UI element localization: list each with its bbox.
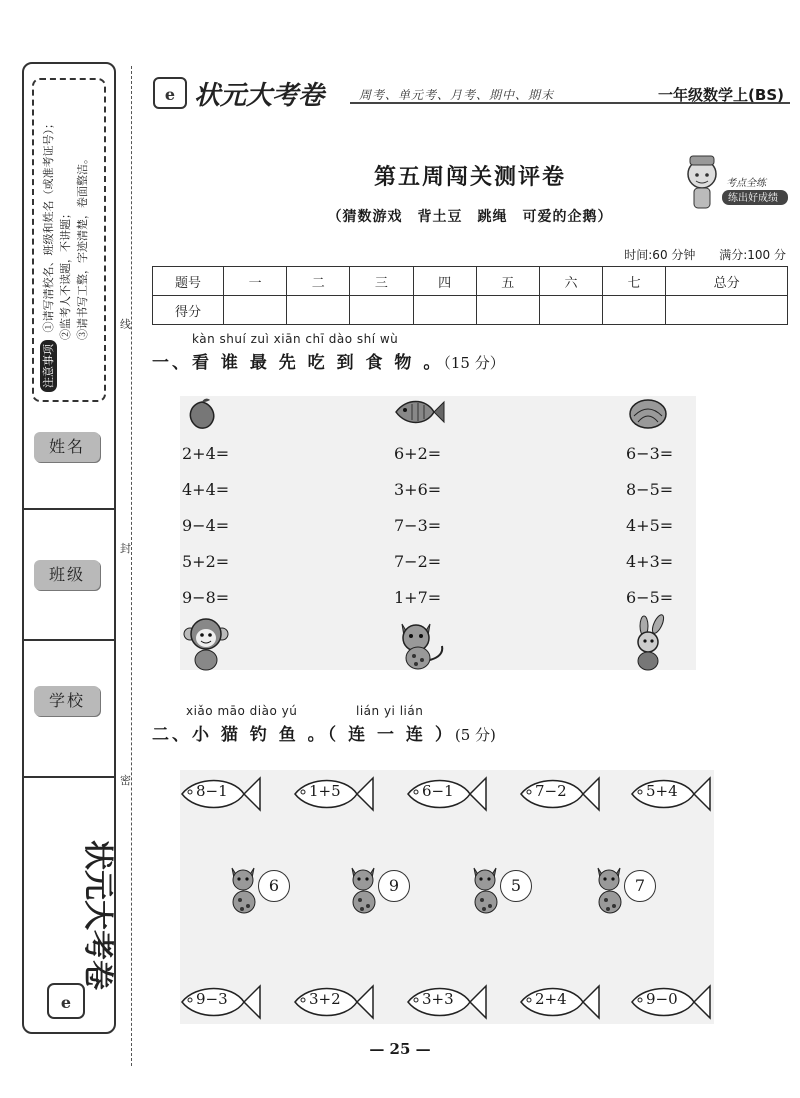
score-cell[interactable] [224,296,287,325]
section1-points: （15 分） [443,354,505,372]
fish-expression: 6−1 [422,782,454,800]
score-cell[interactable] [350,296,413,325]
class-label: 班级 [34,560,100,590]
cat-card[interactable] [348,862,418,916]
equation: 8−5= [626,480,674,499]
peach-icon [182,396,352,436]
fish-card[interactable] [180,980,264,1024]
section2-points: (5 分) [454,726,496,744]
equation: 2+4= [182,444,230,463]
score-cell[interactable] [413,296,476,325]
score-row-label: 得分 [153,296,224,325]
equation: 9−8= [182,588,230,607]
score-header-cell: 二 [287,267,350,296]
equation: 6+2= [394,444,442,463]
mascot-text-1: 考点全练 [726,178,766,189]
time-limit: 时间:60 分钟 [624,248,696,262]
equation: 4+3= [626,552,674,571]
fish-card[interactable] [519,980,603,1024]
score-header-cell: 七 [603,267,666,296]
fish-card[interactable] [630,772,714,816]
equation: 6−3= [626,444,674,463]
strip-divider [24,776,114,778]
score-header-cell: 总分 [666,267,788,296]
cat-card[interactable] [470,862,540,916]
notes-tag: 注意事项 [40,340,57,392]
fish-expression: 1+5 [309,782,341,800]
cut-mark: 密 [120,774,131,787]
fish-row-bottom [180,980,714,1024]
equation: 7−2= [394,552,442,571]
note-2: ②监考人不读题，不讲题； [59,208,72,340]
equation: 4+4= [182,480,230,499]
food-column [394,396,564,676]
cabbage-icon [626,396,796,436]
page-number: — 25 — [369,1040,431,1058]
fish-expression: 5+4 [646,782,678,800]
score-cell[interactable] [603,296,666,325]
fish-expression: 3+3 [422,990,454,1008]
cut-line [131,66,132,1066]
fish-expression: 9−3 [196,990,228,1008]
score-header-row [153,267,788,296]
equation: 4+5= [626,516,674,535]
cut-mark: 封 [120,542,131,555]
equation: 6−5= [626,588,674,607]
page-title: 第五周闯关测评卷 [373,164,566,190]
notes-text [34,80,104,400]
score-header-cell: 四 [413,267,476,296]
fish-expression: 8−1 [196,782,228,800]
strip-divider [24,639,114,641]
cat-number: 6 [258,870,290,902]
name-label: 姓名 [34,432,100,462]
fish-expression: 9−0 [646,990,678,1008]
mascot-icon [680,148,790,218]
fish-area [180,770,714,1024]
cat-card[interactable] [228,862,298,916]
header-logo [150,72,350,114]
fish-expression: 7−2 [535,782,567,800]
svg-text:e: e [60,993,72,1012]
score-header-cell: 三 [350,267,413,296]
equation: 7−3= [394,516,442,535]
full-score: 满分:100 分 [719,248,786,262]
note-3: ③请书写工整，字迹清楚，卷面整洁。 [76,153,89,340]
strip-logo-text: 状元大考卷 [80,840,115,990]
food-area [180,396,696,670]
equation: 1+7= [394,588,442,607]
cat-number: 5 [500,870,532,902]
section2-pinyin2: lián yi lián [356,704,424,718]
cut-mark: 线 [120,318,131,331]
score-cell[interactable] [539,296,602,325]
cat-card[interactable] [594,862,664,916]
fish-row-top [180,772,714,816]
cat-number: 7 [624,870,656,902]
score-header-cell: 一 [224,267,287,296]
equation: 3+6= [394,480,442,499]
score-table [152,266,788,325]
header-subtitle: 周考、单元考、月考、期中、期末 [359,88,555,102]
cat-number: 9 [378,870,410,902]
score-row [153,296,788,325]
fish-card[interactable] [293,772,377,816]
monkey-icon [182,616,352,676]
fish-card[interactable] [293,980,377,1024]
mascot-text-2: 练出好成绩 [728,193,778,204]
header-logo-text: 状元大考卷 [194,81,325,111]
fish-card[interactable] [519,772,603,816]
food-column [182,396,352,676]
fish-card[interactable] [406,980,490,1024]
score-header-cell: 六 [539,267,602,296]
cat-icon [394,616,564,676]
score-header-cell: 五 [476,267,539,296]
rabbit-icon [626,616,796,676]
fish-expression: 3+2 [309,990,341,1008]
strip-divider [24,508,114,510]
exam-meta [604,246,786,263]
fish-card[interactable] [406,772,490,816]
section1-pinyin: kàn shuí zuì xiān chī dào shí wù [192,332,399,346]
page-subtitle: （猜数游戏 背土豆 跳绳 可爱的企鹅） [327,209,613,225]
section2-pinyin: xiǎo māo diào yú [186,704,298,718]
fish-expression: 2+4 [535,990,567,1008]
section2-title: 二、小 猫 钓 鱼 。（ 连 一 连 ）(5 分) [152,725,496,745]
note-1: ①请写清校名、班级和姓名（或准考证号）； [42,118,55,333]
food-column [626,396,796,676]
score-cell[interactable] [287,296,350,325]
fish-card[interactable] [180,772,264,816]
header-grade: 一年级数学上(BS) [658,86,784,104]
strip-logo [30,834,115,1024]
svg-text:e: e [164,85,176,104]
equation: 5+2= [182,552,230,571]
score-cell[interactable] [666,296,788,325]
header [150,66,790,114]
score-cell[interactable] [476,296,539,325]
binding-strip [22,62,116,1034]
notes-box [32,78,106,402]
school-label: 学校 [34,686,100,716]
fish-card[interactable] [630,980,714,1024]
score-header-cell: 题号 [153,267,224,296]
fish-icon [394,396,564,436]
section1-title: 一、看 谁 最 先 吃 到 食 物 。（15 分） [152,353,505,373]
equation: 9−4= [182,516,230,535]
